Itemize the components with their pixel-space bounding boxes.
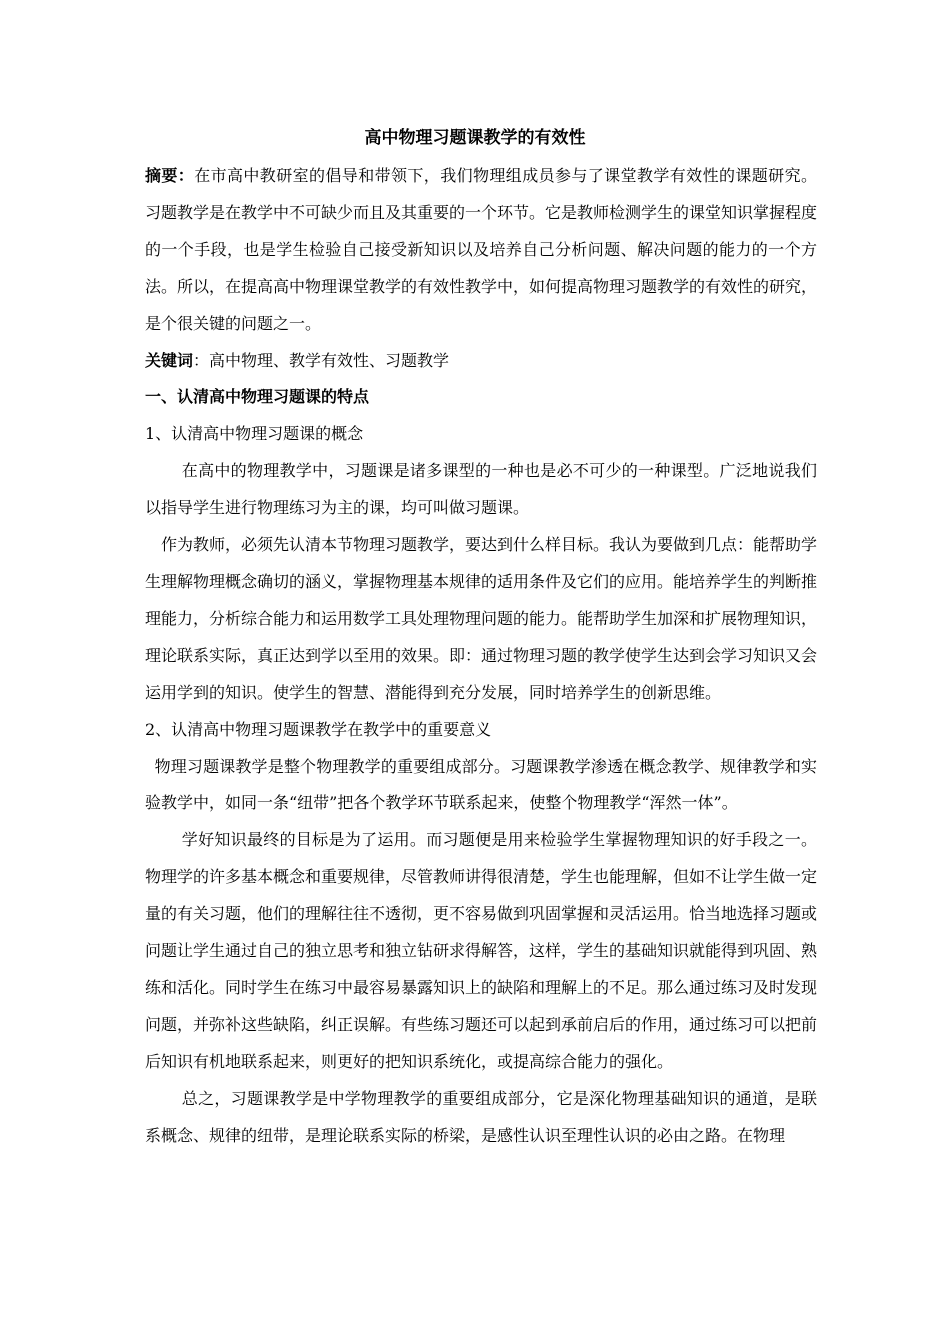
document-body [145,158,817,1154]
body-paragraph-1: 在高中的物理教学中，习题课是诸多课型的一种也是必不可少的一种课型。广泛地说我们以指导学生进行物理练习为主的课，均可叫做习题课。 [145,461,817,518]
body-paragraph-5: 总之，习题课教学是中学物理教学的重要组成部分，它是深化物理基础知识的通道，是联系概念、规律的纽带，是理论联系实际的桥梁，是感性认识至理性认识的必由之路。在物理 [145,1088,817,1145]
subsection-heading-1: 1、认清高中物理习题课的概念 [145,424,364,444]
abstract-paragraph [145,158,817,343]
body-paragraph-4: 学好知识最终的目标是为了运用。而习题便是用来检验学生掌握物理知识的好手段之一。物理学的许多基本概念和重要规律，尽管教师讲得很清楚，学生也能理解，但如不让学生做一定量的有关习题，他们的理解往往不透彻，更不容易做到巩固掌握和灵活运用。恰当地选择习题或问题让学生通过自己的独立思考和独立钻研求得解答，这样，学生的基础知识就能得到巩固、熟练和活化。同时学生在练习中最容易暴露知识上的缺陷和理解上的不足。那么通过练习及时发现问题，并弥补这些缺陷，纠正误解。有些练习题还可以起到承前启后的作用，通过练习可以把前后知识有机地联系起来，则更好的把知识系统化，或提高综合能力的强化。 [145,830,818,1071]
section-heading-1: 一、认清高中物理习题课的特点 [145,387,370,407]
keywords-label: 关键词 [145,350,194,370]
abstract-label: 摘要： [145,166,195,185]
document-title: 高中物理习题课教学的有效性 [364,128,586,148]
subsection-heading-2: 2、认清高中物理习题课教学在教学中的重要意义 [145,719,492,739]
body-paragraph-3: 物理习题课教学是整个物理教学的重要组成部分。习题课教学渗透在概念教学、规律教学和实验教学中，如同一条“纽带”把各个教学环节联系起来，使整个物理教学“浑然一体”。 [145,756,817,813]
abstract-text: 在市高中教研室的倡导和带领下，我们物理组成员参与了课堂教学有效性的课题研究。习题教学是在教学中不可缺少而且及其重要的一个环节。它是教师检测学生的课堂知识掌握程度的一个手段，也是学生检验自己接受新知识以及培养自己分析问题、解决问题的能力的一个方法。所以，在提高高中物理课堂教学的有效性教学中，如何提高物理习题教学的有效性的研究，是个很关键的问题之一。 [145,166,818,333]
keywords-paragraph [145,343,817,380]
body-paragraph-2: 作为教师，必须先认清本节物理习题教学，要达到什么样目标。我认为要做到几点：能帮助学生理解物理概念确切的涵义，掌握物理基本规律的适用条件及它们的应用。能培养学生的判断推理能力，分析综合能力和运用数学工具处理物理问题的能力。能帮助学生加深和扩展物理知识，理论联系实际，真正达到学以至用的效果。即：通过物理习题的教学使学生达到会学习知识又会运用学到的知识。使学生的智慧、潜能得到充分发展，同时培养学生的创新思维。 [145,535,818,702]
keywords-text: ：高中物理、教学有效性、习题教学 [193,350,450,370]
